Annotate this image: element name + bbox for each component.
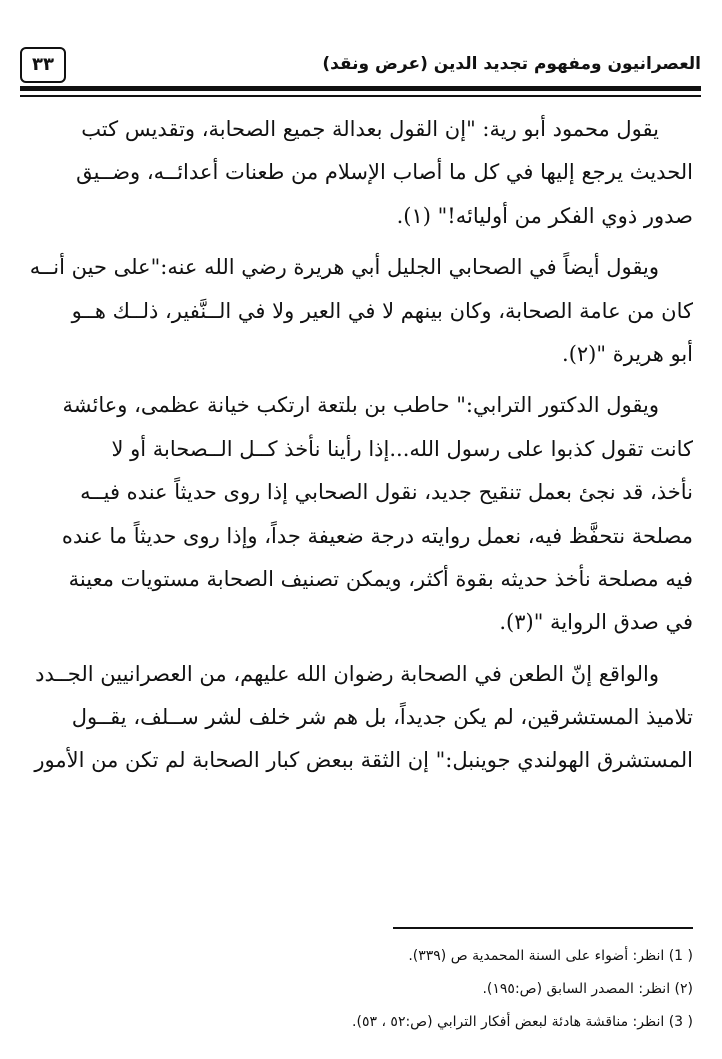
text-line: فيه مصلحة نأخذ حديثه بقوة أكثر، ويمكن تصنيف الصحابة مستويات معينة [68, 566, 693, 591]
text-line: ويقول الدكتور الترابي:" حاطب بن بلتعة ارتكب خيانة عظمى، وعائشة [62, 393, 659, 418]
header-rule-thin [20, 95, 701, 97]
text-line: المستشرق الهولندي جوينبل:" إن الثقة ببعض كبار الصحابة لم تكن من الأمور [34, 748, 693, 773]
text-line: يقول محمود أبو رية: "إن القول بعدالة جميع الصحابة، وتقديس كتب [81, 117, 659, 141]
text-line: أبو هريرة "(٢). [562, 341, 693, 366]
text-line: ويقول أيضاً في الصحابي الجليل أبي هريرة رضي الله عنه:"على حين أنــه [29, 255, 659, 280]
paragraph-4 [30, 653, 693, 783]
text-line: مصلحة نتحفَّظ فيه، نعمل روايته درجة ضعيفة جداً، وإذا روى حديثاً ما عنده [61, 523, 693, 548]
text-line: والواقع إنّ الطعن في الصحابة رضوان الله عليهم، من العصرانيين الجــدد [35, 661, 659, 686]
footnotes [300, 940, 693, 1039]
text-line: نأخذ، قد نجئ بعمل تنقيح جديد، نقول الصحابي إذا روى حديثاً عنده فيــه [80, 480, 693, 505]
text-line: كان من عامة الصحابة، وكان بينهم لا في العير ولا في الــنَّفير، ذلــك هــو [71, 298, 693, 323]
footnote-3: ( 3) انظر: مناقشة هادئة لبعض أفكار الترابي (ص:٥٢ ، ٥٣). [352, 1014, 693, 1030]
text-line: الحديث يرجع إليها في كل ما أصاب الإسلام من طعنات أعدائــه، وضــيق [76, 160, 693, 185]
text-line: تلاميذ المستشرقين، لم يكن جديداً، بل هم شر خلف لشر ســلف، يقــول [71, 705, 693, 730]
footnote-1: ( 1) انظر: أضواء على السنة المحمدية ص (٣٣٩). [408, 948, 693, 964]
body-text [30, 108, 693, 783]
text-line: صدور ذوي الفكر من أوليائه!" (١). [396, 203, 693, 228]
text-line: كانت تقول كذبوا على رسول الله...إذا رأينا نأخذ كــل الــصحابة أو لا [111, 436, 693, 461]
paragraph-3 [30, 384, 693, 644]
footnote-2: (٢) انظر: المصدر السابق (ص:١٩٥). [482, 981, 693, 997]
running-title: العصرانيون ومفهوم تجديد الدين (عرض ونقد) [322, 54, 701, 74]
footnote-separator [393, 927, 693, 929]
paragraph-2 [30, 246, 693, 376]
page-number: ٣٣ [20, 47, 66, 83]
header-rule-thick [20, 86, 701, 91]
paragraph-1 [30, 108, 693, 238]
page-header [20, 44, 701, 92]
text-line: في صدق الرواية "(٣). [499, 610, 693, 635]
